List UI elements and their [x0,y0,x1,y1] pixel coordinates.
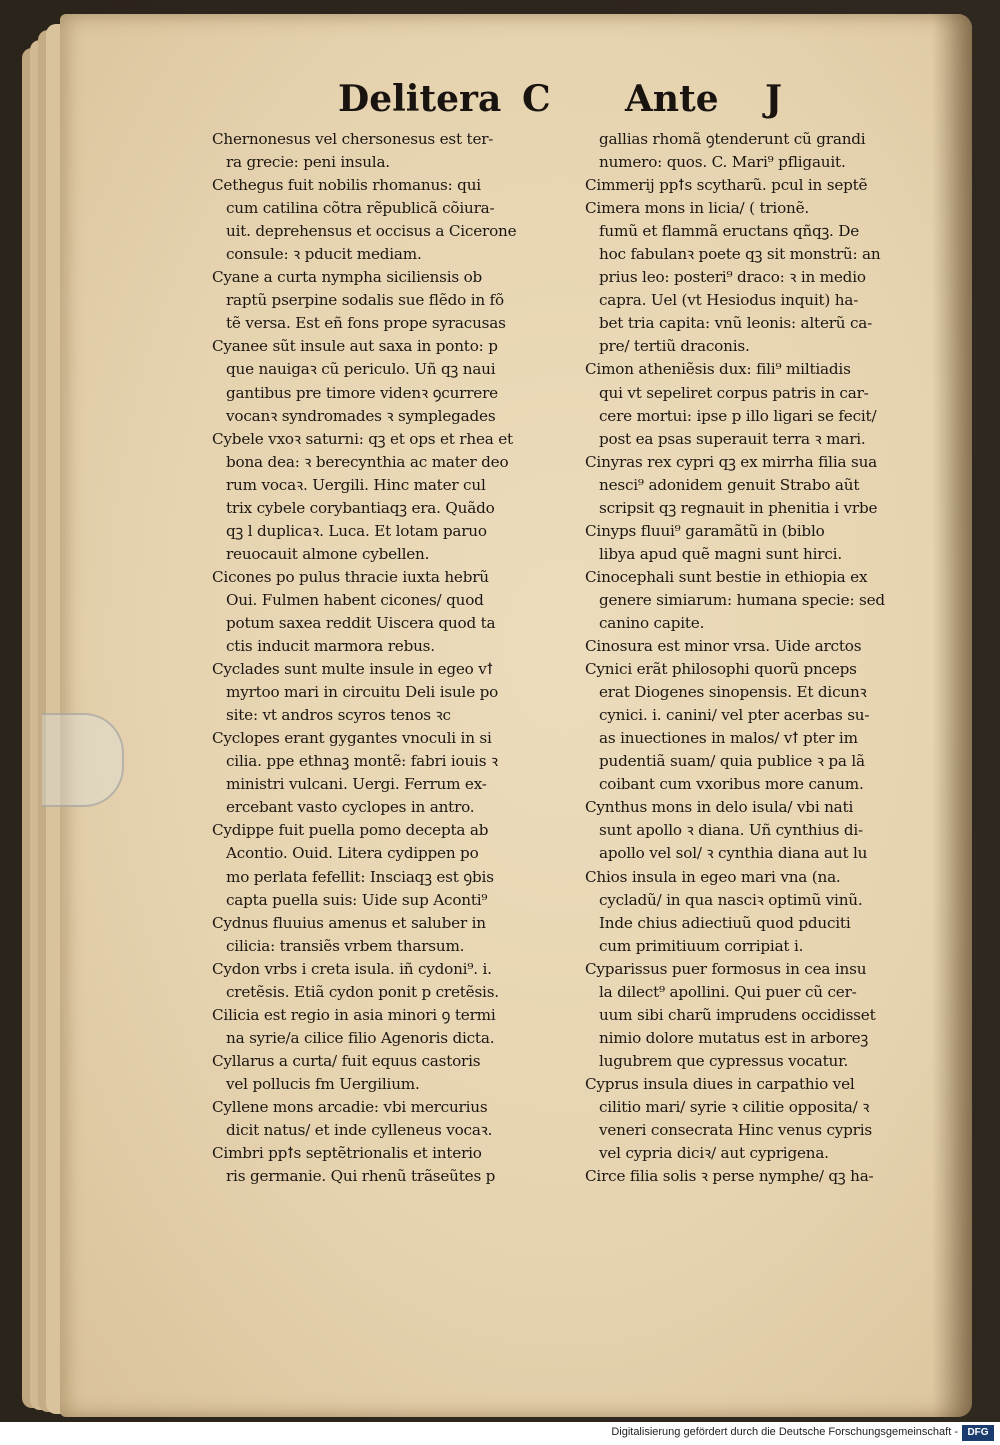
entry-text-line: lugubrem que cypressus vocatur. [599,1051,849,1070]
entry-text-line: raptũ pserpine sodalis sue flẽdo in fõ [226,291,504,310]
entry-text-line: mo perlata fefellit: Insciaqꝫ est ꝯbis [226,867,494,886]
entry-headword-line: Chernonesus vel chersonesus est ter- [212,130,494,148]
entry-text-line: rum vocaꝛ. Uergili. Hinc mater cul [226,475,486,494]
entry-text-line: pudentiã suam/ quia publice ꝛ pa lã [599,752,865,771]
entry-headword-line: Cinosura est minor vrsa. Uide arctos [585,637,862,656]
entry-headword-line: Cyclopes erant gygantes vnoculi in si [212,729,492,748]
right-text-column [585,128,955,1188]
entry-text-line: cilicia: transiẽs vrbem tharsum. [226,936,465,955]
entry-text-line: numero: quos. C. Mari⁹ pfligauit. [599,153,846,172]
entry-text-line: cilitio mari/ syrie ꝛ cilitie opposita/ ꝛ [599,1097,870,1116]
entry-text-line: ris germanie. Qui rhenũ trãseũtes p [226,1167,496,1186]
entry-text-line: nesci⁹ adonidem genuit Strabo aũt [599,475,860,494]
entry-text-line: canino capite. [599,613,705,632]
entry-text-line: cretẽsis. Etiã cydon ponit p cretẽsis. [226,982,499,1001]
entry-text-line: cynici. i. canini/ vel pter acerbas su- [599,706,870,725]
entry-text-line: veneri consecrata Hinc venus cypris [599,1121,872,1140]
entry-headword-line: Chios insula in egeo mari vna (na. [585,867,841,886]
entry-headword-line: Cyanee sũt insule aut saxa in ponto: p [212,337,498,356]
entry-text-line: gallias rhomã ꝯtenderunt cũ grandi [599,130,866,148]
entry-text-line: vel pollucis fm Uergilium. [226,1074,420,1093]
entry-headword-line: Cimmerij ppꝉs scytharũ. pcul in septẽ [585,176,868,195]
entry-headword-line: Cynici erãt philosophi quorũ pnceps [585,660,857,679]
entry-text-line: reuocauit almone cybellen. [226,544,430,563]
entry-text-line: uit. deprehensus et occisus a Cicerone [226,222,517,241]
entry-text-line: vocanꝛ syndromades ꝛ symplegades [226,406,496,425]
entry-text-line: Acontio. Ouid. Litera cydippen po [226,844,479,863]
entry-headword-line: Cilicia est regio in asia minori ꝯ termi [212,1005,496,1024]
entry-headword-line: Cinyras rex cypri qꝫ ex mirrha filia sua [585,452,878,471]
entry-text-line: cere mortui: ipse p illo ligari se fecit/ [599,406,877,425]
entry-text-line: ra grecie: peni insula. [226,153,390,172]
entry-text-line: na syrie/a cilice filio Agenoris dicta. [226,1028,495,1047]
entry-headword-line: Cyllarus a curta/ fuit equus castoris [212,1051,481,1070]
entry-text-line: cycladũ/ in qua nasciꝛ optimũ vinũ. [599,890,863,909]
entry-headword-line: Cyane a curta nympha siciliensis ob [212,268,483,287]
entry-text-line: Oui. Fulmen habent cicones/ quod [226,590,484,609]
entry-headword-line: Cyllene mons arcadie: vbi mercurius [212,1097,488,1116]
entry-text-line: post ea psas superauit terra ꝛ mari. [599,429,866,448]
entry-text-line: cilia. ppe ethnaꝫ montẽ: fabri iouis ꝛ [226,752,498,771]
entry-text-line: bona dea: ꝛ berecynthia ac mater deo [226,452,509,471]
entry-text-line: scripsit qꝫ regnauit in phenitia i vrbe [599,498,878,517]
entry-text-line: la dilect⁹ apollini. Qui puer cũ cer- [599,982,857,1001]
entry-text-line: ministri vulcani. Uergi. Ferrum ex- [226,775,487,794]
entry-text-line: site: vt andros scyros tenos ꝛc [226,706,451,725]
running-header [0,78,1000,128]
entry-headword-line: Cydippe fuit puella pomo decepta ab [212,821,489,840]
entry-text-line: qꝫ l duplicaꝛ. Luca. Et lotam paruo [226,521,487,540]
entry-text-line: bet tria capita: vnũ leonis: alterũ ca- [599,314,873,333]
entry-text-line: pre/ tertiũ draconis. [599,337,750,356]
header-letter: C [522,78,551,120]
entry-text-line: ctis inducit marmora rebus. [226,637,435,656]
left-text-column [212,128,572,1188]
entry-text-line: tẽ versa. Est eñ fons prope syracusas [226,314,506,333]
entry-text-line: as inuectiones in malos/ vꝉ pter im [599,729,858,748]
entry-text-line: consule: ꝛ pducit mediam. [226,245,422,264]
entry-text-line: prius leo: posteri⁹ draco: ꝛ in medio [599,268,866,287]
entry-text-line: vel cypria diciꝛ/ aut cyprigena. [599,1144,829,1163]
entry-text-line: capta puella suis: Uide sup Aconti⁹ [226,890,488,909]
header-title: Delitera [338,78,502,120]
entry-text-line: potum saxea reddit Uiscera quod ta [226,613,496,632]
entry-headword-line: Cimbri ppꝉs septẽtrionalis et interio [212,1144,482,1163]
page-tab-marker [42,713,124,807]
entry-text-line: sunt apollo ꝛ diana. Uñ cynthius di- [599,821,863,840]
entry-headword-line: Cynthus mons in delo isula/ vbi nati [585,798,854,817]
footer-bar [0,1422,1000,1445]
entry-headword-line: Cyclades sunt multe insule in egeo vꝉ [212,660,493,679]
entry-headword-line: Cinyps fluui⁹ garamãtũ in (biblo [585,521,825,540]
entry-headword-line: Cydnus fluuius amenus et saluber in [212,913,486,932]
entry-text-line: genere simiarum: humana specie: sed [599,590,885,609]
entry-text-line: coibant cum vxoribus more canum. [599,775,864,794]
entry-text-line: Inde chius adiectiuũ quod pduciti [599,913,851,932]
entry-text-line: nimio dolore mutatus est in arboreꝫ [599,1028,869,1047]
entry-text-line: cum catilina cõtra rẽpublicã cõiura- [226,199,495,218]
entry-headword-line: Cethegus fuit nobilis rhomanus: qui [212,176,481,195]
entry-text-line: erat Diogenes sinopensis. Et dicunꝛ [599,683,867,702]
entry-headword-line: Cinocephali sunt bestie in ethiopia ex [585,567,868,586]
entry-headword-line: Cyprus insula diues in carpathio vel [585,1074,855,1093]
entry-text-line: hoc fabulanꝛ poete qꝫ sit monstrũ: an [599,245,881,264]
entry-headword-line: Circe filia solis ꝛ perse nymphe/ qꝫ ha- [585,1167,874,1186]
entry-text-line: gantibus pre timore videnꝛ ꝯcurrere [226,383,498,402]
entry-headword-line: Cimera mons in licia/ ( trionẽ. [585,199,810,218]
footer-credit: Digitalisierung gefördert durch die Deutsche Forschungsgemeinschaft - [611,1426,958,1438]
header-next-letter: J [765,78,783,120]
entry-text-line: que nauigaꝛ cũ periculo. Uñ qꝫ naui [226,360,496,379]
entry-text-line: fumũ et flammã eructans qñqꝫ. De [599,222,860,241]
entry-text-line: myrtoo mari in circuitu Deli isule po [226,683,499,702]
entry-text-line: libya apud quẽ magni sunt hirci. [599,544,842,563]
dfg-logo: DFG [962,1425,994,1441]
entry-text-line: qui vt sepeliret corpus patris in car- [599,383,869,402]
entry-text-line: ercebant vasto cyclopes in antro. [226,798,475,817]
entry-text-line: apollo vel sol/ ꝛ cynthia diana aut lu [599,844,868,863]
header-ante: Ante [625,78,719,120]
entry-text-line: uum sibi charũ imprudens occidisset [599,1005,876,1024]
entry-text-line: cum primitiuum corripiat i. [599,936,804,955]
entry-headword-line: Cydon vrbs i creta isula. iñ cydoni⁹. i. [212,959,492,978]
entry-text-line: dicit natus/ et inde cylleneus vocaꝛ. [226,1121,493,1140]
entry-text-line: capra. Uel (vt Hesiodus inquit) ha- [599,291,859,310]
entry-headword-line: Cicones po pulus thracie iuxta hebrũ [212,567,489,586]
entry-headword-line: Cimon atheniẽsis dux: fili⁹ miltiadis [585,360,851,379]
entry-headword-line: Cybele vxoꝛ saturni: qꝫ et ops et rhea et [212,429,513,448]
entry-text-line: trix cybele corybantiaqꝫ era. Quãdo [226,498,495,517]
entry-headword-line: Cyparissus puer formosus in cea insu [585,959,867,978]
